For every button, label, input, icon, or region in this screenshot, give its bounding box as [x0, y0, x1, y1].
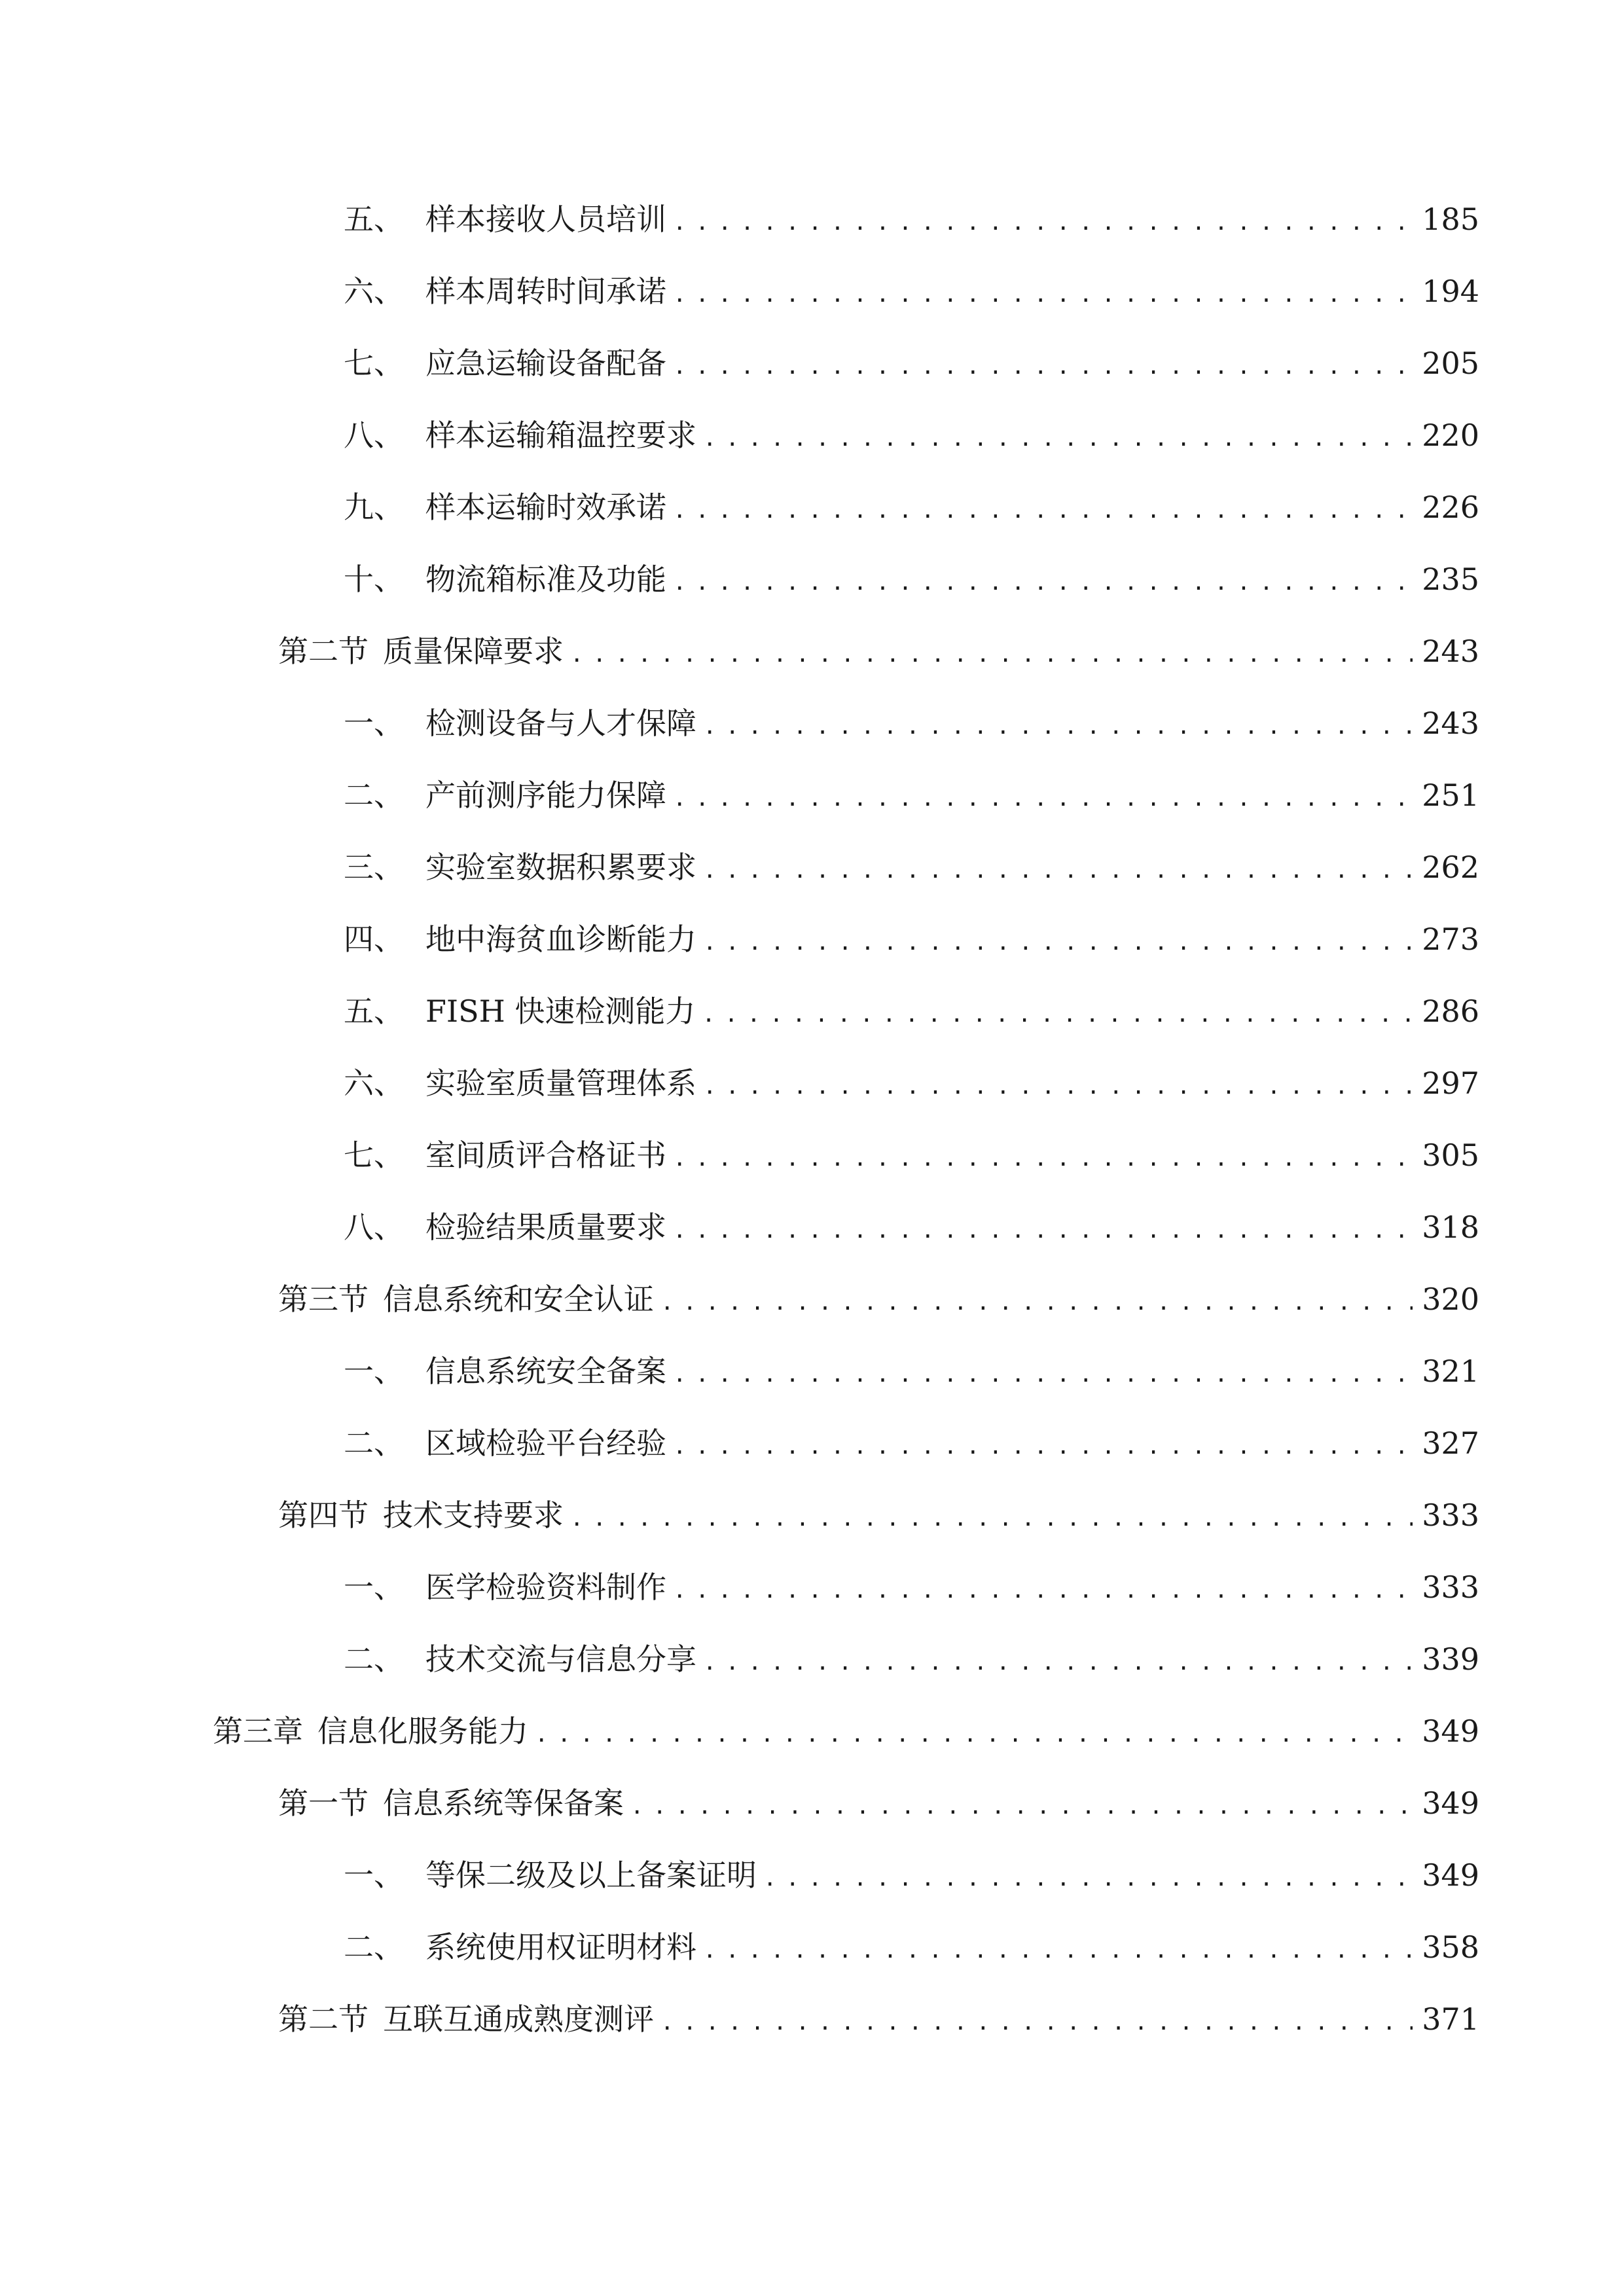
toc-entry[interactable] [213, 1708, 1479, 1754]
toc-entry[interactable] [344, 556, 1479, 602]
toc-entry-page: 226 [1422, 490, 1479, 525]
toc-entry-number: 十、 [344, 562, 404, 597]
toc-entry-number: 五、 [344, 994, 404, 1029]
toc-entry-number: 四、 [344, 922, 404, 957]
toc-entry[interactable] [344, 268, 1479, 314]
toc-entry[interactable] [344, 1852, 1479, 1898]
toc-entry-page: 349 [1422, 1785, 1479, 1821]
toc-entry-number: 八、 [344, 1210, 404, 1245]
toc-dot-leader [570, 632, 1413, 677]
toc-entry-title: 信息化服务能力 [317, 1713, 528, 1749]
toc-entry-number: 第三节 [278, 1282, 369, 1317]
toc-entry-page: 262 [1422, 850, 1479, 885]
toc-entry-title: 技术支持要求 [383, 1498, 564, 1533]
toc-dot-leader [570, 1496, 1413, 1541]
toc-dot-leader [673, 1136, 1413, 1181]
toc-dot-leader [763, 1856, 1413, 1901]
toc-entry[interactable] [344, 1348, 1479, 1394]
toc-entry[interactable] [344, 1132, 1479, 1178]
toc-entry-page: 358 [1422, 1929, 1479, 1965]
toc-entry[interactable] [344, 844, 1479, 890]
toc-entry-page: 333 [1422, 1498, 1479, 1533]
toc-dot-leader [673, 488, 1413, 533]
toc-entry-number: 六、 [344, 274, 404, 309]
toc-dot-leader [673, 1568, 1413, 1613]
toc-entry[interactable] [278, 1276, 1479, 1322]
toc-entry[interactable] [344, 196, 1479, 242]
toc-entry[interactable] [344, 772, 1479, 818]
toc-entry[interactable] [278, 628, 1479, 674]
toc-entry-page: 371 [1422, 2001, 1479, 2037]
toc-dot-leader [673, 1208, 1413, 1253]
toc-entry[interactable] [344, 1636, 1479, 1682]
toc-entry-number: 一、 [344, 1354, 404, 1389]
toc-dot-leader [673, 776, 1413, 821]
toc-entry-number: 三、 [344, 850, 404, 885]
toc-entry[interactable] [344, 700, 1479, 746]
toc-entry-number: 七、 [344, 1138, 404, 1173]
toc-entry-number: 八、 [344, 418, 404, 453]
toc-entry-page: 251 [1422, 778, 1479, 813]
toc-entry-title: 信息系统安全备案 [425, 1354, 666, 1389]
toc-entry-title: 实验室数据积累要求 [425, 850, 696, 885]
toc-dot-leader [703, 1928, 1413, 1973]
toc-entry-page: 286 [1422, 994, 1479, 1029]
toc-entry-number: 二、 [344, 1426, 404, 1461]
toc-entry-page: 235 [1422, 562, 1479, 597]
toc-entry-page: 318 [1422, 1210, 1479, 1245]
toc-entry-title: 信息系统和安全认证 [383, 1282, 654, 1317]
toc-entry[interactable] [344, 1204, 1479, 1250]
toc-entry-page: 194 [1422, 274, 1479, 309]
toc-entry-page: 320 [1422, 1282, 1479, 1317]
toc-dot-leader [703, 416, 1413, 461]
toc-entry-page: 321 [1422, 1354, 1479, 1389]
toc-dot-leader [703, 920, 1413, 965]
toc-dot-leader [673, 1424, 1413, 1469]
toc-dot-leader [673, 272, 1413, 317]
toc-dot-leader [630, 1784, 1413, 1829]
toc-entry-title: 信息系统等保备案 [383, 1785, 624, 1821]
toc-entry[interactable] [278, 1996, 1479, 2042]
toc-entry-number: 第二节 [278, 634, 369, 669]
toc-entry-number: 第二节 [278, 2001, 369, 2037]
toc-entry[interactable] [278, 1492, 1479, 1538]
toc-entry[interactable] [344, 916, 1479, 962]
toc-entry-title: 实验室质量管理体系 [425, 1066, 696, 1101]
toc-entry-title: 地中海贫血诊断能力 [425, 922, 696, 957]
toc-entry-title: 检测设备与人才保障 [425, 706, 696, 741]
toc-dot-leader [673, 200, 1413, 245]
toc-entry-number: 九、 [344, 490, 404, 525]
toc-entry[interactable] [278, 1780, 1479, 1826]
toc-entry-page: 333 [1422, 1570, 1479, 1605]
toc-entry-title: 物流箱标准及功能 [425, 562, 666, 597]
toc-entry-page: 327 [1422, 1426, 1479, 1461]
toc-dot-leader [703, 1064, 1413, 1109]
toc-entry[interactable] [344, 340, 1479, 386]
toc-entry-number: 一、 [344, 706, 404, 741]
toc-entry-page: 297 [1422, 1066, 1479, 1101]
toc-dot-leader [535, 1712, 1413, 1757]
toc-entry-title: 室间质评合格证书 [425, 1138, 666, 1173]
toc-dot-leader [703, 704, 1413, 749]
toc-entry-number: 一、 [344, 1857, 404, 1893]
toc-entry-page: 273 [1422, 922, 1479, 957]
toc-entry-number: 六、 [344, 1066, 404, 1101]
toc-entry-page: 305 [1422, 1138, 1479, 1173]
toc-dot-leader [673, 344, 1413, 389]
toc-entry-title: 区域检验平台经验 [425, 1426, 666, 1461]
toc-entry[interactable] [344, 1420, 1479, 1466]
toc-dot-leader [660, 1280, 1413, 1325]
toc-dot-leader [703, 848, 1413, 893]
toc-entry-page: 349 [1422, 1713, 1479, 1749]
toc-entry-number: 二、 [344, 1929, 404, 1965]
toc-entry-title: 样本运输时效承诺 [425, 490, 666, 525]
toc-entry[interactable] [344, 484, 1479, 530]
toc-entry-number: 一、 [344, 1570, 404, 1605]
toc-entry-title: 医学检验资料制作 [425, 1570, 666, 1605]
toc-entry-title: 应急运输设备配备 [425, 346, 666, 381]
toc-entry-title: 系统使用权证明材料 [425, 1929, 696, 1965]
toc-dot-leader [673, 560, 1413, 605]
toc-entry[interactable] [344, 1060, 1479, 1106]
toc-entry-page: 205 [1422, 346, 1479, 381]
toc-entry-number: 二、 [344, 778, 404, 813]
toc-entry-title: 质量保障要求 [383, 634, 564, 669]
toc-entry-title: 产前测序能力保障 [425, 778, 666, 813]
toc-entry[interactable] [344, 1564, 1479, 1610]
toc-entry-number: 第四节 [278, 1498, 369, 1533]
toc-entry-number: 二、 [344, 1641, 404, 1677]
toc-entry-page: 349 [1422, 1857, 1479, 1893]
toc-entry[interactable] [344, 412, 1479, 458]
toc-entry-page: 243 [1422, 634, 1479, 669]
toc-entry-number: 第一节 [278, 1785, 369, 1821]
toc-entry-title: 样本周转时间承诺 [425, 274, 666, 309]
toc-entry-title: 样本运输箱温控要求 [425, 418, 696, 453]
toc-entry-page: 220 [1422, 418, 1479, 453]
toc-entry-page: 243 [1422, 706, 1479, 741]
toc-entry[interactable] [344, 988, 1479, 1034]
toc-entry-title: 等保二级及以上备案证明 [425, 1857, 757, 1893]
toc-entry-number: 七、 [344, 346, 404, 381]
toc-entry-page: 185 [1422, 202, 1479, 237]
toc-entry-title: 检验结果质量要求 [425, 1210, 666, 1245]
toc-dot-leader [660, 2000, 1413, 2045]
toc-entry-page: 339 [1422, 1641, 1479, 1677]
toc-entry-title: 样本接收人员培训 [425, 202, 666, 237]
toc-entry-number: 五、 [344, 202, 404, 237]
toc-entry-title: FISH 快速检测能力 [425, 994, 696, 1029]
toc-dot-leader [703, 1640, 1413, 1685]
toc-dot-leader [702, 992, 1413, 1037]
toc-entry-number: 第三章 [213, 1713, 303, 1749]
toc-entry[interactable] [344, 1924, 1479, 1970]
toc-entry-title: 技术交流与信息分享 [425, 1641, 696, 1677]
toc-entry-title: 互联互通成熟度测评 [383, 2001, 654, 2037]
toc-dot-leader [673, 1352, 1413, 1397]
